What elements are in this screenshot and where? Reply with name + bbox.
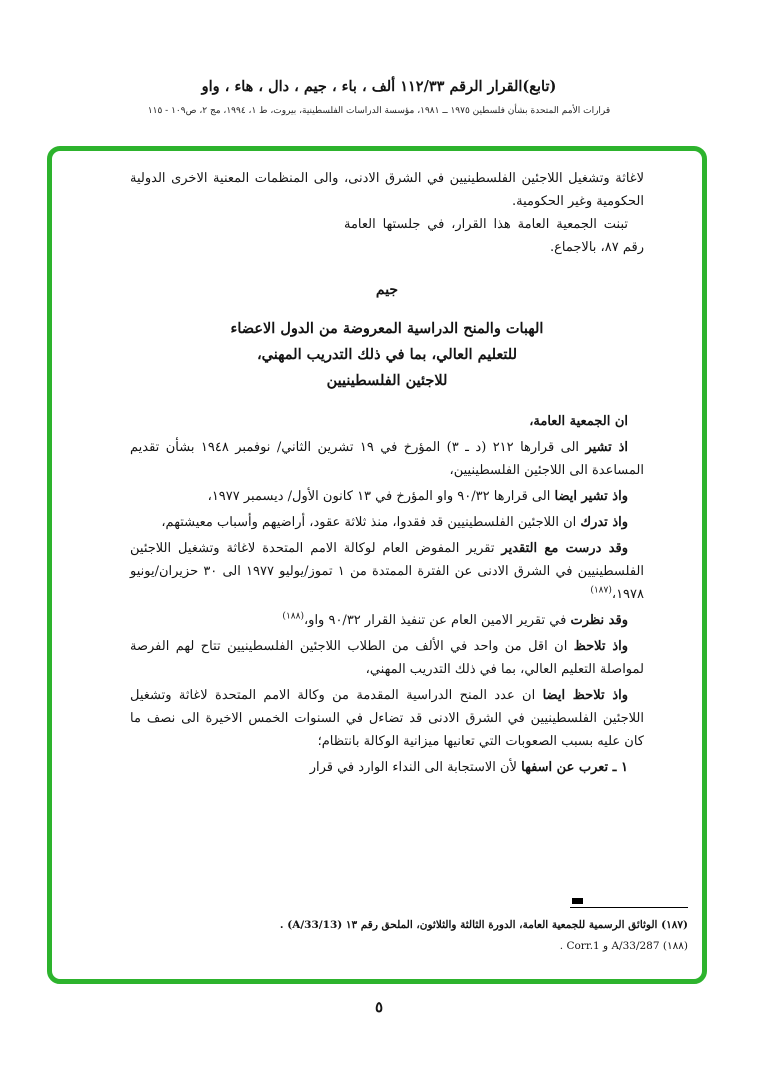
end-of-text-mark: [572, 898, 583, 904]
heading-line: للاجئين الفلسطينيين: [326, 372, 448, 389]
footnote-reference: (١٨٨): [282, 611, 304, 622]
paragraph-text: تقرير المفوض العام لوكالة الامم المتحدة لاغاثة وتشغيل اللاجئين الفلسطينيين في الشرق الادنى عن الفترة الممتدة من ١ تموز/يوليو ١٩٧٧ الى ٣٠ حزيران/يونيو ١٩٧٨،: [130, 541, 644, 602]
document-title: (تابع)القرار الرقم ١١٢/٣٣ ألف ، باء ، جيم ، دال ، هاء ، واو: [201, 78, 557, 95]
heading-line: للتعليم العالي، بما في ذلك التدريب المهني،: [256, 346, 518, 363]
paragraph-lead: ١ ـ تعرب عن اسفها: [521, 760, 628, 775]
document-body: [52, 151, 702, 979]
paragraph: [130, 511, 644, 534]
paragraph-lead: ان الجمعية العامة،: [529, 414, 628, 429]
paragraph: [130, 410, 644, 433]
footnote-section: [130, 907, 688, 957]
paragraph-text: ان اللاجئين الفلسطينيين قد فقدوا، منذ ثلاثة عقود، أراضيهم وأسباب معيشتهم،: [161, 515, 581, 530]
page-header: [0, 78, 758, 116]
paragraph-lead: وقد نظرت: [570, 613, 628, 628]
footnote: (١٨٧) الوثائق الرسمية للجمعية العامة، الدورة الثالثة والثلاثون، الملحق رقم ١٣ (A/33/13) .: [279, 919, 688, 931]
content-border-box: [47, 146, 707, 984]
resolution-heading: [130, 316, 644, 394]
section-letter: جيم: [375, 282, 399, 298]
paragraph-text: في تقرير الامين العام عن تنفيذ القرار ٩٠/٣٢ واو،: [303, 613, 571, 628]
paragraph: [130, 684, 644, 753]
heading-line: الهبات والمنح الدراسية المعروضة من الدول الاعضاء: [230, 320, 544, 337]
paragraph: [130, 756, 644, 779]
paragraph: [130, 537, 644, 606]
footnote-reference: (١٨٧): [590, 585, 612, 596]
paragraph: [130, 485, 644, 508]
paragraph-text: الى قرارها ٢١٢ (د ـ ٣) المؤرخ في ١٩ تشرين الثاني/ نوفمبر ١٩٤٨ بشأن تقديم المساعدة الى اللاجئين الفلسطينيين،: [130, 440, 644, 478]
adoption-paragraph: تبنت الجمعية العامة هذا القرار، في جلستها العامة رقم ٨٧، بالاجماع.: [344, 217, 644, 255]
paragraph: [130, 436, 644, 482]
paragraph-lead: واذ تلاحظ ايضا: [542, 688, 628, 703]
paragraph: [130, 609, 644, 632]
page-number: ٥: [374, 998, 384, 1016]
paragraph-lead: واذ تدرك: [580, 515, 628, 530]
paragraph: [130, 635, 644, 681]
footnote-separator-rule: [570, 907, 688, 908]
paragraph-text: لأن الاستجابة الى النداء الوارد في قرار: [309, 760, 522, 775]
paragraph-lead: وقد درست مع التقدير: [501, 541, 629, 556]
paragraph-lead: واذ تلاحظ: [573, 639, 628, 654]
paragraph-text: ان اقل من واحد في الألف من الطلاب اللاجئين الفلسطينيين تتاح لهم الفرصة لمواصلة التعليم العالي، بما في ذلك التدريب المهني،: [130, 639, 644, 677]
continuation-paragraph: لاغاثة وتشغيل اللاجئين الفلسطينيين في الشرق الادنى، والى المنظمات المعنية الاخرى الدولية الحكومية وغير الحكومية.: [130, 171, 644, 209]
paragraph-text: الى قرارها ٩٠/٣٢ واو المؤرخ في ١٣ كانون الأول/ ديسمبر ١٩٧٧،: [207, 489, 555, 504]
source-citation: قرارات الأمم المتحدة بشأن فلسطين ١٩٧٥ ــ ١٩٨١، مؤسسة الدراسات الفلسطينية، بيروت، ط ١، ١٩٩٤، مج ٢، ص١٠٩ - ١١٥: [147, 106, 611, 116]
paragraph-lead: واذ تشير ايضا: [554, 489, 628, 504]
footnote: (١٨٨) A/33/287 و Corr.1 .: [559, 940, 688, 952]
paragraph-lead: اذ تشير: [585, 440, 628, 455]
paragraph-text: ان عدد المنح الدراسية المقدمة من وكالة الامم المتحدة لاغاثة وتشغيل اللاجئين الفلسطينيين في الشرق الادنى قد تضاءل في السنوات الخمس الاخيرة الى نصف ما كان عليه بسبب الصعوبات التي تعانيها ميزانية الوكالة بانتظام؛: [130, 688, 644, 749]
